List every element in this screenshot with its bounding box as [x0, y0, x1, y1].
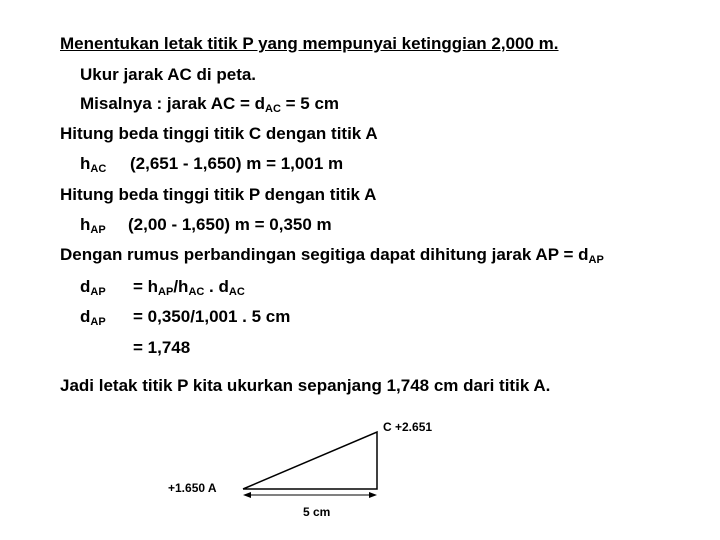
result-value: = 1,748	[133, 338, 191, 357]
step-height-c: Hitung beda tinggi titik C dengan titik A	[60, 124, 378, 143]
label-point-c: C +2.651	[383, 420, 433, 434]
equation-hap: $h_{AP}$ (2,00 - 1,650) m = 0,350 m	[80, 215, 332, 236]
step-height-p: Hitung beda tinggi titik P dengan titik A	[60, 185, 377, 204]
label-distance: 5 cm	[303, 505, 331, 519]
arrow-left-icon	[243, 492, 251, 498]
conclusion: Jadi letak titik P kita ukurkan sepanjang 1,748 cm dari titik A.	[60, 376, 551, 395]
page-title: Menentukan letak titik P yang mempunyai ketinggian 2,000 m.	[60, 34, 559, 53]
triangle-shape	[243, 432, 377, 489]
equation-hac: $h_{AC}$ (2,651 - 1,650) m = 1,001 m	[80, 154, 344, 175]
formula-values: $d_{AP}$ = 0,350/1,001 . 5 cm	[80, 307, 291, 328]
example-line: Misalnya : jarak AC = $d_{AC} = 5$ cm	[80, 94, 340, 115]
formula-ratio: $d_{AP}$ = $h_{AP}/h_{AC}$ . $d_{AC}$	[80, 277, 245, 298]
step-measure: Ukur jarak AC di peta.	[80, 65, 257, 84]
label-point-a: +1.650 A	[168, 481, 217, 495]
step-ratio: Dengan rumus perbandingan segitiga dapat dihitung jarak AP = $d_{AP}$	[60, 245, 604, 266]
arrow-right-icon	[369, 492, 377, 498]
